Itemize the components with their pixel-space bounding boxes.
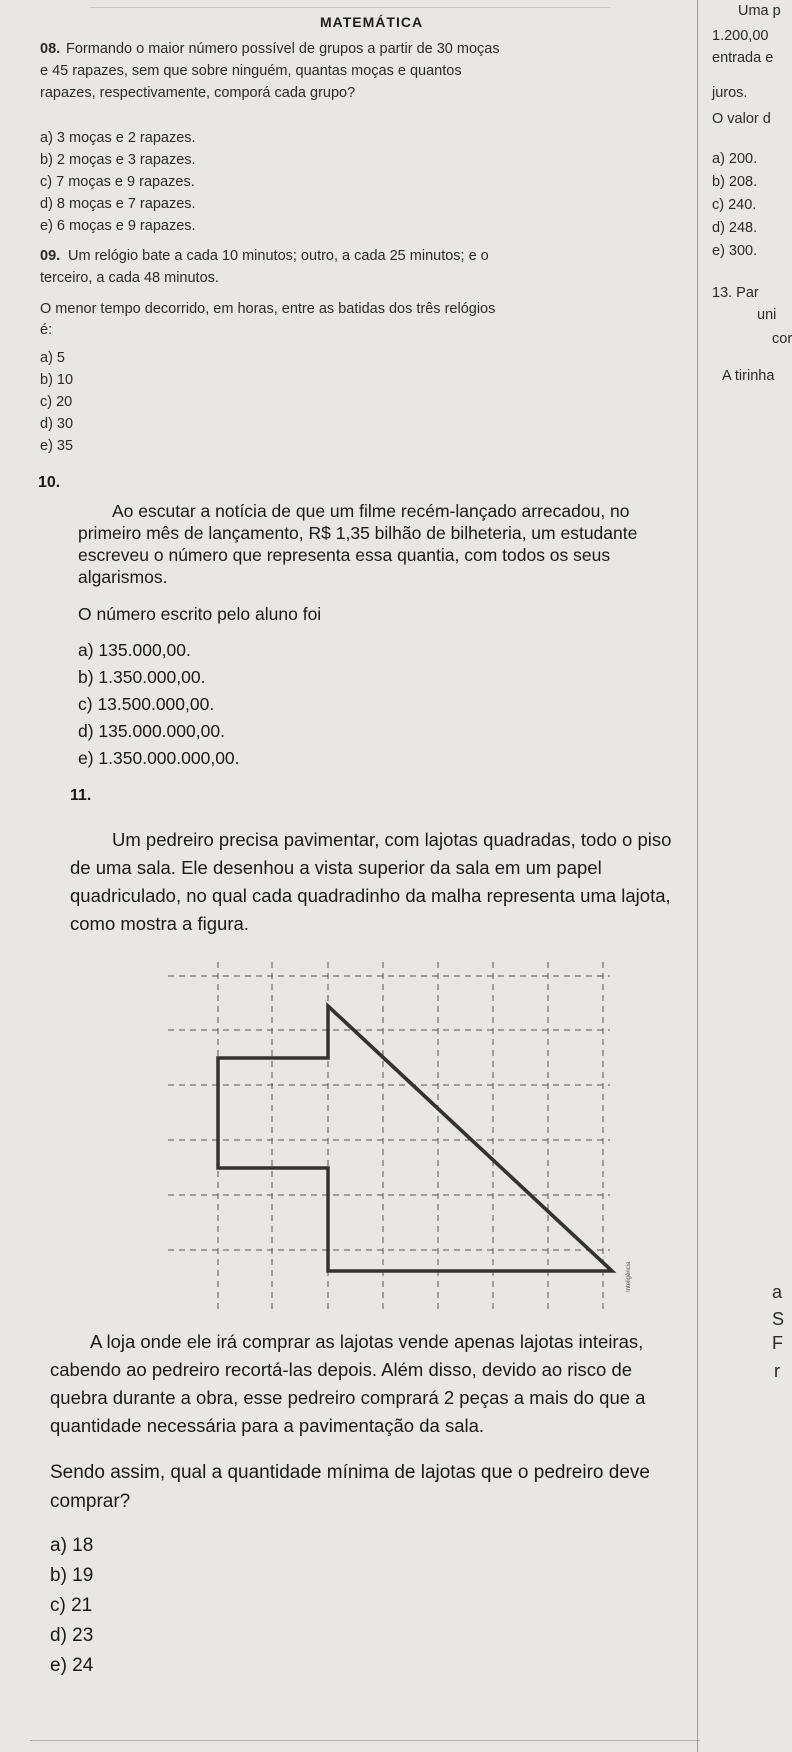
option-e[interactable]: e) 6 moças e 9 rapazes. (40, 218, 196, 234)
question-prompt: O número escrito pelo aluno foi (78, 604, 322, 624)
option-b[interactable]: b) 10 (40, 372, 74, 388)
right-text-line: entrada e (712, 50, 774, 66)
grid-dashed-lines (168, 962, 610, 1312)
room-outline (218, 1006, 612, 1271)
right-text-line: O valor d (712, 111, 771, 127)
right-text-line: Uma p (738, 3, 781, 19)
right-text-line: a (772, 1282, 783, 1302)
bottom-rule (30, 1740, 700, 1741)
right-text-line: b) 208. (712, 174, 758, 190)
question-text-line: como mostra a figura. (70, 913, 249, 934)
figure-credit: Inteligência (626, 1261, 632, 1292)
right-text-line: d) 248. (712, 220, 758, 236)
right-text-line: c) 240. (712, 197, 757, 213)
right-text-line: 13. Par (712, 285, 759, 301)
floor-plan-figure (160, 955, 640, 1315)
option-b[interactable]: b) 1.350.000,00. (78, 667, 206, 687)
question-text-line: Um pedreiro precisa pavimentar, com lajotas quadradas, todo o piso (112, 829, 672, 850)
option-c[interactable]: c) 13.500.000,00. (78, 694, 215, 714)
option-a[interactable]: a) 5 (40, 350, 65, 366)
question-number: 10. (38, 474, 61, 491)
right-text-line: e) 300. (712, 243, 758, 259)
right-text-line: cor (772, 331, 792, 347)
question-text-line: Um relógio bate a cada 10 minutos; outro, a cada 25 minutos; e o (68, 248, 489, 264)
subject-header: MATEMÁTICA (320, 14, 424, 30)
question-text-line: rapazes, respectivamente, comporá cada grupo? (40, 85, 356, 101)
option-a[interactable]: a) 135.000,00. (78, 640, 191, 660)
question-prompt: é: (40, 322, 53, 338)
top-rule (90, 7, 610, 8)
option-a[interactable]: a) 3 moças e 2 rapazes. (40, 130, 196, 146)
question-number: 09. (40, 248, 61, 264)
question-text-line: Formando o maior número possível de grupos a partir de 30 moças (66, 41, 500, 57)
option-e[interactable]: e) 1.350.000.000,00. (78, 748, 240, 768)
question-text-line: quadriculado, no qual cada quadradinho da malha representa uma lajota, (70, 885, 671, 906)
question-text-line: quebra durante a obra, esse pedreiro comprará 2 peças a mais do que a (50, 1387, 646, 1408)
question-prompt: O menor tempo decorrido, em horas, entre as batidas dos três relógios (40, 301, 496, 317)
right-text-line: F (772, 1333, 783, 1353)
option-a[interactable]: a) 18 (50, 1535, 94, 1556)
option-d[interactable]: d) 23 (50, 1625, 94, 1646)
option-b[interactable]: b) 2 moças e 3 rapazes. (40, 152, 196, 168)
question-text-line: de uma sala. Ele desenhou a vista superior da sala em um papel (70, 857, 602, 878)
right-text-line: 1.200,00 (712, 28, 769, 44)
option-b[interactable]: b) 19 (50, 1565, 94, 1586)
question-text-line: primeiro mês de lançamento, R$ 1,35 bilhão de bilheteria, um estudante (78, 523, 638, 543)
question-number: 08. (40, 41, 61, 57)
right-text-line: uni (757, 307, 777, 323)
room-diagonal-wall (328, 1006, 612, 1271)
right-text-line: juros. (712, 85, 748, 101)
option-c[interactable]: c) 20 (40, 394, 73, 410)
option-e[interactable]: e) 24 (50, 1655, 94, 1676)
option-d[interactable]: d) 135.000.000,00. (78, 721, 225, 741)
question-prompt: comprar? (50, 1491, 131, 1512)
right-text-line: A tirinha (722, 368, 775, 384)
question-text-line: e 45 rapazes, sem que sobre ninguém, quantas moças e quantos (40, 63, 462, 79)
question-text-line: terceiro, a cada 48 minutos. (40, 270, 219, 286)
right-text-line: r (774, 1361, 780, 1381)
question-text-line: escreveu o número que representa essa quantia, com todos os seus (78, 545, 611, 565)
right-text-line: S (772, 1309, 785, 1329)
question-prompt: Sendo assim, qual a quantidade mínima de lajotas que o pedreiro deve (50, 1462, 650, 1483)
question-text-line: algarismos. (78, 567, 168, 587)
question-text-line: cabendo ao pedreiro recortá-las depois. Além disso, devido ao risco de (50, 1359, 633, 1380)
option-d[interactable]: d) 8 moças e 7 rapazes. (40, 196, 196, 212)
question-text-line: quantidade necessária para a pavimentação da sala. (50, 1415, 485, 1436)
option-c[interactable]: c) 7 moças e 9 rapazes. (40, 174, 195, 190)
question-number: 11. (70, 787, 92, 804)
option-e[interactable]: e) 35 (40, 438, 74, 454)
question-text-line: Ao escutar a notícia de que um filme recém-lançado arrecadou, no (112, 501, 630, 521)
question-text-line: A loja onde ele irá comprar as lajotas vende apenas lajotas inteiras, (90, 1331, 644, 1352)
right-text-line: a) 200. (712, 151, 758, 167)
option-c[interactable]: c) 21 (50, 1595, 93, 1616)
column-divider (697, 0, 698, 1752)
option-d[interactable]: d) 30 (40, 416, 74, 432)
